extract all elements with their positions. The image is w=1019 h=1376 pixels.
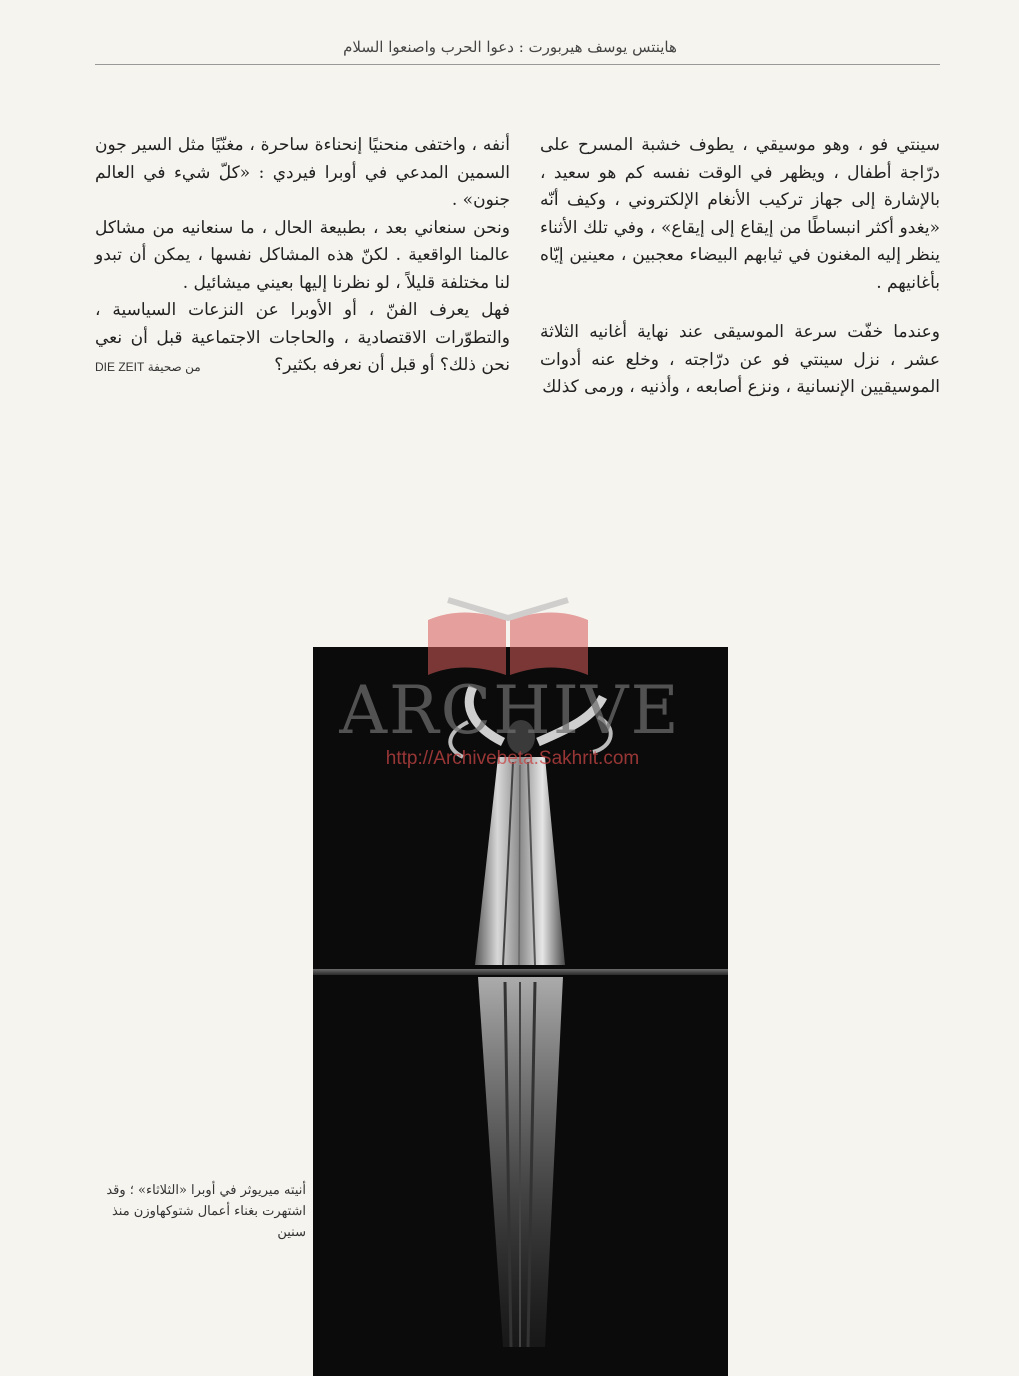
article-column-left xyxy=(95,132,510,381)
archive-watermark-url: http://Archivebeta.Sakhrit.com xyxy=(385,748,640,769)
photo-caption: أنيته ميريوثر في أوبرا «الثلاثاء» ؛ وقد اشتهرت بغناء أعمال شتوكهاوزن منذ سنين xyxy=(106,1183,306,1240)
paragraph: فهل يعرف الفنّ ، أو الأوبرا عن النزعات السياسية ، والتطوّرات الاقتصادية ، والحاجات الاجتماعية قبل أن نعي نحن ذلك؟ أو قبل أن نعرفه بكثير؟ xyxy=(95,300,510,375)
stage-edge xyxy=(313,969,728,975)
paragraph: سينتي فو ، وهو موسيقي ، يطوف خشبة المسرح على درّاجة أطفال ، ويظهر في الوقت نفسه كم هو سعيد ، بالإشارة إلى جهاز تركيب الأنغام الإلكتروني ، وكيف أنّه «يغدو أكثر انبساطًا من إيقاع إلى إيقاع» ، وفي تلك الأثناء ينظر إليه المغنون في ثيابهم البيضاء معجبين ، معينين إيّاه بأغانيهم . xyxy=(540,135,940,293)
article-column-right xyxy=(540,132,940,402)
source-name: DIE ZEIT xyxy=(95,359,145,374)
archive-watermark: ARCHIVE xyxy=(339,672,681,749)
source-prefix: من صحيفة xyxy=(147,359,201,374)
paragraph: وعندما خفّت سرعة الموسيقى عند نهاية أغانيه الثلاثة عشر ، نزل سينتي فو عن درّاجته ، وخلع عنه أدوات الموسيقيين الإنسانية ، ونزع أصابعه ، وأذنيه ، ورمى كذلك xyxy=(540,322,940,397)
header-rule xyxy=(95,64,940,65)
paragraph: ونحن سنعاني بعد ، بطبيعة الحال ، ما سنعانيه من مشاكل عالمنا الواقعية . لكنّ هذه المشاكل نفسها ، يمكن أن تبدو لنا مختلفة قليلاً ، لو نظرنا إليها بعيني ميشائيل . xyxy=(95,217,510,293)
archive-book-logo xyxy=(418,590,598,680)
running-header: هاينتس يوسف هيربورت : دعوا الحرب واصنعوا السلام xyxy=(343,38,677,56)
source-tag xyxy=(95,360,201,374)
paragraph: أنفه ، واختفى منحنيًا إنحناءة ساحرة ، مغنّيًا مثل السير جون السمين المدعي في أوبرا فيردي : «كلّ شيء في العالم جنون» . xyxy=(95,135,510,210)
